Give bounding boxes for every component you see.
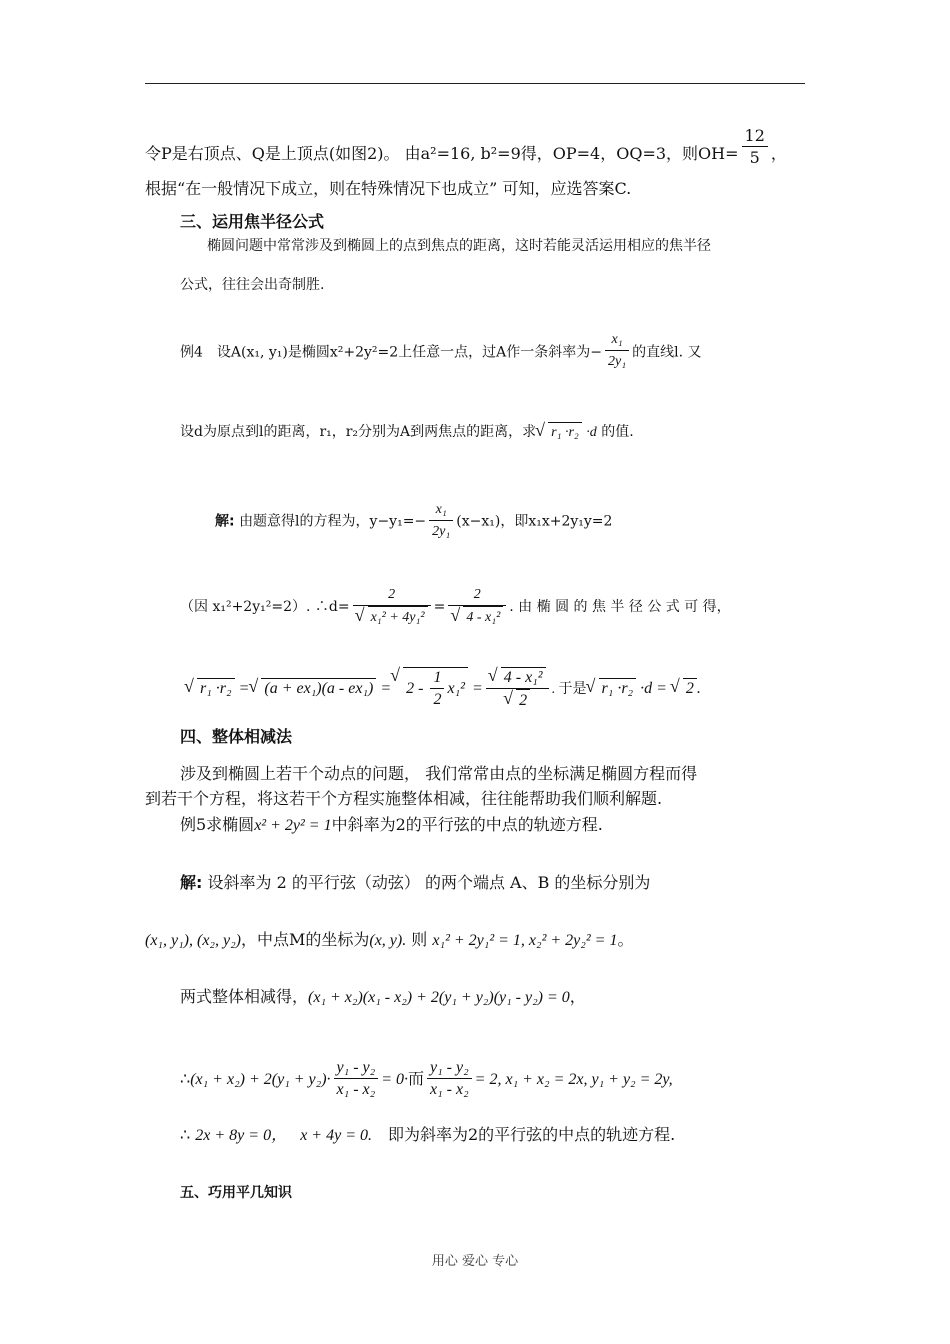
paragraph-3b: 公式，往往会出奇制胜.	[180, 277, 325, 293]
header-rule	[145, 83, 805, 84]
example-4: 例4 设A(x₁, y₁)是椭圆x²+2y²=2上任意一点，过A作一条斜率为− $\frac{\text{x₁}}{\text{2y₁}}$ 的直线l. 又	[180, 332, 702, 369]
paragraph-4a: 涉及到椭圆上若干个动点的问题， 我们常常由点的坐标满足椭圆方程而得	[180, 764, 698, 783]
solution-5-result: ∴ 2x + 8y = 0， x + 4y = 0. 即为斜率为2的平行弦的中点的轨迹方程.	[180, 1125, 676, 1144]
section-3-heading: 三、运用焦半径公式	[180, 212, 325, 231]
section-5-heading: 五、巧用平几知识	[180, 1185, 292, 1201]
paragraph-1: 令P是右顶点、Q是上顶点(如图2)。 由a²=16, b²=9得，OP=4，OQ=3，则OH= $\frac{12}{5}$ ，	[145, 126, 787, 167]
solution-4: 解: 由题意得l的方程为，y−y₁=− $\frac{\text{x₁}}{\text{2y₁}}$ (x−x₁)，即x₁x+2y₁y=2	[215, 502, 613, 539]
solution-4-focal: √ r₁ ·r₂ =√ (a + ex₁)(a - ex₁) =√ 2 - $\frac{1}{2}$ x₁² = √ 4 - x₁² √ 2 . 于是√ r₁ ·r₂ ·d = √ 2 .	[185, 667, 701, 712]
paragraph-4b: 到若干个方程，将这若干个方程实施整体相减，往往能帮助我们顺利解题.	[145, 789, 663, 808]
solution-5-slope: ∴(x₁ + x₂) + 2(y₁ + y₂)· $\frac{\text{y₁ - y₂}}{\text{x₁ - x₂}}$ = 0·而 $\frac{\text{y₁ - y₂}}{\text{x₁ - x₂}}$ = 2, x₁ + x₂ = 2x, y₁ + y₂ = 2y,	[180, 1059, 673, 1098]
page-footer: 用心 爱心 专心	[431, 1254, 519, 1269]
solution-5-points: (x₁, y₁), (x₂, y₂)，中点M的坐标为(x, y). 则 x₁² + 2y₁² = 1, x₂² + 2y₂² = 1。	[145, 930, 634, 949]
example-4-question: 设d为原点到l的距离，r₁，r₂分别为A到两焦点的距离，求√ r₁ ·r₂ ·d 的值.	[180, 422, 634, 443]
section-4-heading: 四、整体相减法	[180, 727, 293, 746]
solution-5-subtract: 两式整体相减得，(x₁ + x₂)(x₁ - x₂) + 2(y₁ + y₂)(y₁ - y₂) = 0，	[180, 987, 586, 1006]
paragraph-2: 根据“在一般情况下成立，则在特殊情况下也成立” 可知，应选答案C.	[145, 179, 632, 198]
example-5: 例5求椭圆x² + 2y² = 1中斜率为2的平行弦的中点的轨迹方程.	[180, 815, 603, 834]
solution-5: 解: 设斜率为 2 的平行弦（动弦） 的两个端点 A、B 的坐标分别为	[180, 873, 651, 892]
paragraph-3a: 椭圆问题中常常涉及到椭圆上的点到焦点的距离，这时若能灵活运用相应的焦半径	[207, 238, 711, 254]
solution-4-distance: （因 x₁²+2y₁²=2）. ∴d= 2 √ x₁² + 4y₁² = 2 √ 4 - x₁² . 由 椭 圆 的 焦 半 径 公 式 可 得，	[180, 585, 731, 629]
